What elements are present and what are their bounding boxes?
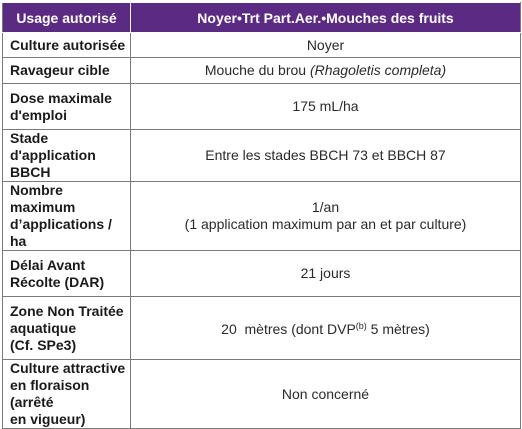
row-label: [3, 360, 131, 429]
row-value: 21 jours: [131, 251, 521, 297]
header-usage-autorise: Usage autorisé: [3, 3, 131, 33]
footnote-marker: (b): [355, 321, 367, 331]
table-row-nombre-maximum: [3, 182, 521, 251]
label-line: Nombre maximum: [10, 182, 76, 215]
value-suffix: 5 mètres): [366, 321, 430, 337]
label-line: d'emploi: [10, 106, 67, 123]
table-row-ravageur-cible: [3, 58, 521, 84]
table-row-dose-maximale: [3, 84, 521, 130]
row-value: [131, 182, 521, 251]
value-text: Mouche du brou: [204, 62, 307, 78]
row-label: [3, 130, 131, 182]
table-row-delai-avant-recolte: [3, 251, 521, 297]
row-label: Ravageur cible: [3, 58, 131, 84]
header-product-usage: Noyer•Trt Part.Aer.•Mouches des fruits: [131, 3, 521, 33]
row-value: Noyer: [131, 33, 521, 58]
label-line: en floraison (arrêté: [10, 377, 90, 410]
table-row-culture-attractive: [3, 360, 521, 429]
label-line: Dose maximale: [10, 89, 112, 106]
value-latin-name: (Rhagoletis completa): [309, 62, 447, 78]
usage-table-container: [2, 2, 521, 429]
label-line: d’applications / ha: [10, 216, 112, 249]
value-line: 1/an: [311, 199, 340, 215]
row-value: Entre les stades BBCH 73 et BBCH 87: [131, 130, 521, 182]
usage-table: [2, 2, 521, 429]
table-row-culture-autorisee: [3, 33, 521, 58]
row-label: [3, 182, 131, 251]
label-line: Zone Non Traitée: [10, 302, 124, 319]
table-row-stade-application: [3, 130, 521, 182]
row-value: 175 mL/ha: [131, 84, 521, 130]
row-label: Culture autorisée: [3, 33, 131, 58]
label-line: Culture attractive: [10, 360, 126, 376]
row-value: Non concerné: [131, 360, 521, 429]
row-value: [131, 297, 521, 360]
label-line: Récolte (DAR): [10, 273, 105, 290]
label-line: BBCH: [10, 164, 51, 180]
row-label: [3, 251, 131, 297]
label-line: Stade d'application: [10, 130, 96, 163]
row-label: [3, 84, 131, 130]
table-header-row: [3, 3, 521, 33]
value-line: (1 application maximum par an et par culture): [184, 216, 467, 232]
table-row-zone-non-traitee: [3, 297, 521, 360]
label-line: aquatique: [10, 319, 77, 336]
label-line: (Cf. SPe3): [10, 336, 77, 353]
row-label: [3, 297, 131, 360]
row-value: [131, 58, 521, 84]
label-line: Délai Avant: [10, 256, 86, 273]
label-line: en vigueur): [10, 411, 86, 427]
value-prefix: 20 mètres (dont DVP: [221, 321, 356, 337]
